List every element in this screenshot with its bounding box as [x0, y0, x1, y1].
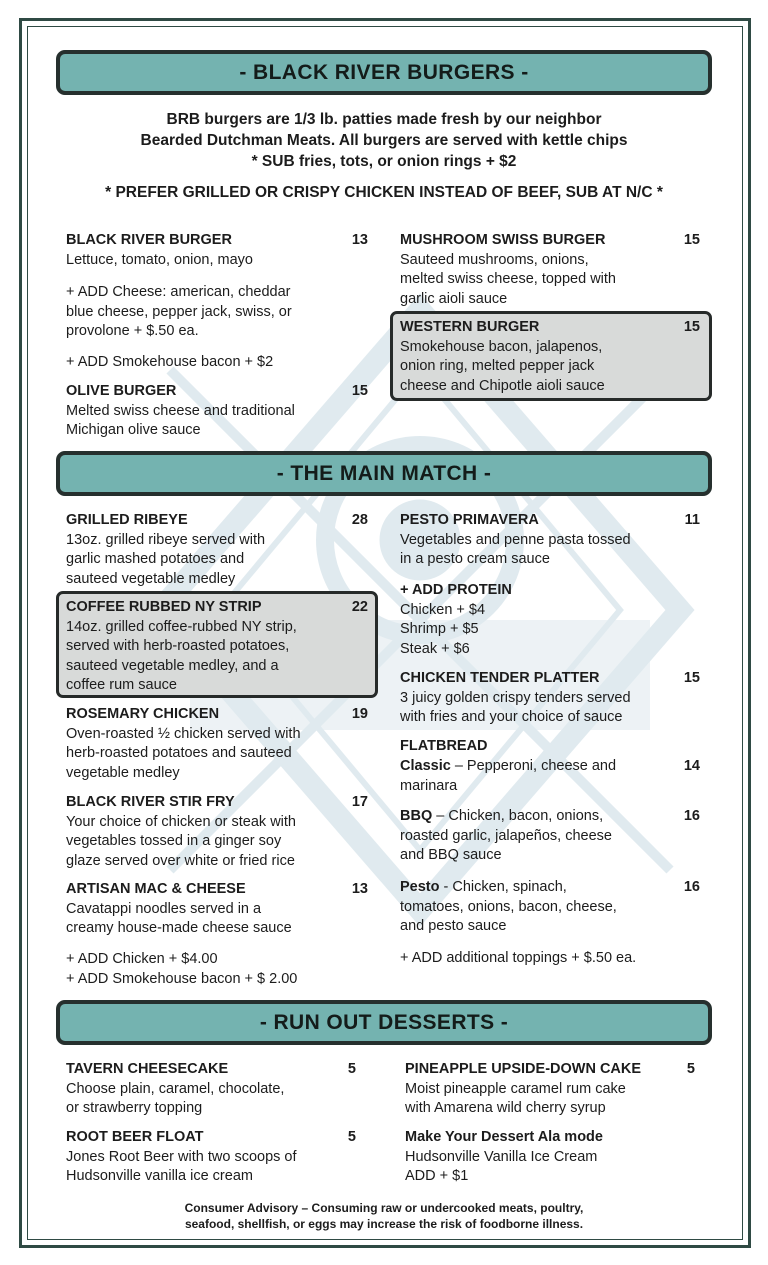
option-line: provolone + $.50 ea. — [66, 323, 199, 339]
item-name: WESTERN BURGER — [400, 319, 540, 335]
menu-item-flatbread-bbq — [400, 807, 700, 866]
item-desc: Lettuce, tomato, onion, mayo — [66, 251, 253, 268]
item-desc: garlic mashed potatoes and — [66, 551, 245, 567]
option-line: + ADD Smokehouse bacon + $ 2.00 — [66, 970, 298, 987]
item-desc: Oven-roasted ½ chicken served with — [66, 725, 301, 742]
protein-option: Chicken + $4 — [400, 601, 486, 618]
item-desc: Melted swiss cheese and traditional — [66, 402, 295, 419]
item-name: ROOT BEER FLOAT — [66, 1129, 204, 1145]
option-line: + ADD Chicken + $4.00 — [66, 951, 218, 967]
item-price: 17 — [351, 794, 368, 810]
item-desc: Vegetables and penne pasta tossed — [400, 531, 631, 548]
item-desc: tomatoes, onions, bacon, cheese, — [400, 898, 617, 915]
intro-line: * SUB fries, tots, or onion rings + $2 — [251, 153, 517, 170]
item-desc: garlic aioli sauce — [400, 290, 508, 307]
item-price: 11 — [684, 512, 700, 528]
item-price: 5 — [347, 1129, 356, 1145]
intro-line: Bearded Dutchman Meats. All burgers are served with kettle chips — [140, 132, 628, 149]
menu-item-flatbread-classic — [400, 757, 700, 796]
item-desc: 3 juicy golden crispy tenders served — [400, 689, 631, 706]
protein-option: Steak + $6 — [400, 640, 470, 657]
item-name: BLACK RIVER BURGER — [66, 232, 232, 248]
item-name: Make Your Dessert Ala mode — [405, 1129, 603, 1145]
menu-item-artisan-mac-cheese — [66, 880, 368, 939]
add-bacon-option: + ADD Smokehouse bacon + $2 — [66, 354, 274, 370]
item-desc: coffee rum sauce — [66, 677, 177, 693]
item-desc-line — [400, 757, 700, 777]
item-desc: Jones Root Beer with two scoops of — [66, 1148, 297, 1165]
option-line: + ADD Cheese: american, cheddar — [66, 284, 291, 300]
menu-item-rosemary-chicken — [66, 705, 368, 783]
item-price: 13 — [351, 881, 368, 897]
add-protein-title: + ADD PROTEIN — [400, 582, 512, 598]
item-desc: or strawberry topping — [66, 1100, 203, 1116]
flatbread-heading: FLATBREAD — [400, 738, 488, 754]
item-desc: 13oz. grilled ribeye served with — [66, 531, 266, 548]
item-desc: Smokehouse bacon, jalapenos, — [400, 338, 603, 355]
menu-item-black-river-burger — [66, 231, 368, 270]
item-price: 13 — [351, 232, 368, 248]
item-desc: and BBQ sauce — [400, 847, 502, 863]
item-name: ROSEMARY CHICKEN — [66, 706, 220, 722]
menu-item-western-burger — [400, 318, 700, 396]
item-price: 19 — [351, 706, 368, 722]
menu-item-black-river-stir-fry — [66, 793, 368, 871]
item-name: PINEAPPLE UPSIDE-DOWN CAKE — [405, 1061, 642, 1077]
item-desc: with Amarena wild cherry syrup — [405, 1100, 606, 1116]
menu-item-coffee-rubbed-ny-strip — [66, 598, 368, 696]
item-desc: sauteed vegetable medley — [66, 570, 236, 587]
section-title: - BLACK RIVER BURGERS - — [239, 60, 529, 84]
item-price: 15 — [351, 383, 368, 399]
item-desc-line — [400, 878, 700, 898]
advisory-label: Consumer Advisory — [184, 1201, 299, 1215]
item-price: 5 — [347, 1061, 356, 1077]
item-desc: roasted garlic, jalapeños, cheese — [400, 827, 612, 844]
section-banner-burgers — [56, 50, 712, 95]
menu-item-root-beer-float — [66, 1128, 356, 1187]
add-protein-options — [400, 581, 700, 659]
intro-line: BRB burgers are 1/3 lb. patties made fresh by our neighbor — [166, 111, 602, 128]
item-desc: creamy house-made cheese sauce — [66, 920, 292, 936]
item-desc: Hudsonville vanilla ice cream — [66, 1168, 253, 1184]
item-price: 16 — [683, 808, 700, 824]
item-desc: and pesto sauce — [400, 918, 507, 934]
item-desc: marinara — [400, 777, 458, 794]
consumer-advisory — [100, 1200, 668, 1232]
menu-item-tavern-cheesecake — [66, 1060, 356, 1119]
item-name: PESTO PRIMAVERA — [400, 512, 539, 528]
item-desc: 14oz. grilled coffee-rubbed NY strip, — [66, 618, 297, 635]
item-desc: Michigan olive sauce — [66, 422, 201, 438]
item-name: ARTISAN MAC & CHEESE — [66, 881, 246, 897]
menu-item-flatbread-pesto — [400, 878, 700, 937]
item-desc: glaze served over white or fried rice — [66, 852, 295, 869]
item-desc: ADD + $1 — [405, 1168, 469, 1184]
protein-option: Shrimp + $5 — [400, 621, 479, 637]
item-price: 5 — [686, 1061, 695, 1077]
item-price: 15 — [683, 670, 700, 686]
item-desc: served with herb-roasted potatoes, — [66, 638, 290, 654]
item-desc: Cavatappi noodles served in a — [66, 900, 262, 917]
flatbread-toppings-option: + ADD additional toppings + $.50 ea. — [400, 950, 637, 966]
item-desc: with fries and your choice of sauce — [400, 709, 623, 725]
menu-item-grilled-ribeye — [66, 511, 368, 589]
item-name: BBQ — [400, 808, 433, 824]
option-line: blue cheese, pepper jack, swiss, or — [66, 303, 292, 320]
item-desc: herb-roasted potatoes and sauteed — [66, 745, 292, 761]
item-name: Classic — [400, 758, 451, 774]
item-price: 16 — [683, 879, 700, 895]
item-desc: melted swiss cheese, topped with — [400, 271, 616, 287]
item-name: BLACK RIVER STIR FRY — [66, 794, 235, 810]
item-desc: in a pesto cream sauce — [400, 551, 550, 567]
menu-item-chicken-tender-platter — [400, 669, 700, 728]
section-title: - THE MAIN MATCH - — [276, 461, 492, 485]
item-price: 28 — [351, 512, 368, 528]
section-banner-main-match — [56, 451, 712, 496]
section-title: - RUN OUT DESSERTS - — [259, 1010, 509, 1034]
item-desc: vegetable medley — [66, 764, 180, 781]
chicken-sub-note: * PREFER GRILLED OR CRISPY CHICKEN INSTEAD OF BEEF, SUB AT N/C * — [105, 184, 663, 201]
item-desc: – Chicken, bacon, onions, — [432, 808, 604, 824]
add-cheese-option — [66, 283, 368, 342]
item-price: 14 — [683, 758, 700, 774]
advisory-text: – Consuming raw or undercooked meats, poultry, — [298, 1201, 584, 1215]
advisory-line: seafood, shellfish, or eggs may increase the risk of foodborne illness. — [184, 1217, 584, 1231]
item-desc: Sauteed mushrooms, onions, — [400, 251, 589, 268]
item-desc: – Pepperoni, cheese and — [450, 758, 617, 774]
item-name: OLIVE BURGER — [66, 383, 177, 399]
item-name: COFFEE RUBBED NY STRIP — [66, 599, 262, 615]
item-price: 15 — [683, 319, 700, 335]
item-name: TAVERN CHEESECAKE — [66, 1061, 229, 1077]
item-desc: sauteed vegetable medley, and a — [66, 657, 279, 674]
item-name: MUSHROOM SWISS BURGER — [400, 232, 606, 248]
mac-add-options — [66, 950, 368, 989]
menu-item-mushroom-swiss-burger — [400, 231, 700, 309]
item-desc: Choose plain, caramel, chocolate, — [66, 1080, 285, 1097]
item-desc: - Chicken, spinach, — [439, 879, 567, 895]
burgers-intro — [60, 109, 708, 172]
item-desc: Your choice of chicken or steak with — [66, 813, 296, 830]
section-banner-desserts — [56, 1000, 712, 1045]
item-desc: cheese and Chipotle aioli sauce — [400, 377, 605, 394]
item-name: GRILLED RIBEYE — [66, 512, 188, 528]
advisory-line — [100, 1200, 668, 1216]
menu-item-ala-mode — [405, 1128, 695, 1187]
menu-item-olive-burger — [66, 382, 368, 441]
item-desc-line — [400, 807, 700, 827]
menu-item-pesto-primavera — [400, 511, 700, 570]
item-desc: Moist pineapple caramel rum cake — [405, 1080, 626, 1097]
item-name: Pesto — [400, 879, 440, 895]
item-desc: onion ring, melted pepper jack — [400, 358, 595, 374]
menu-item-pineapple-upside-down-cake — [405, 1060, 695, 1119]
item-desc: Hudsonville Vanilla Ice Cream — [405, 1148, 598, 1165]
item-price: 22 — [351, 599, 368, 615]
item-name: CHICKEN TENDER PLATTER — [400, 670, 600, 686]
item-desc: vegetables tossed in a ginger soy — [66, 833, 282, 849]
item-price: 15 — [683, 232, 700, 248]
